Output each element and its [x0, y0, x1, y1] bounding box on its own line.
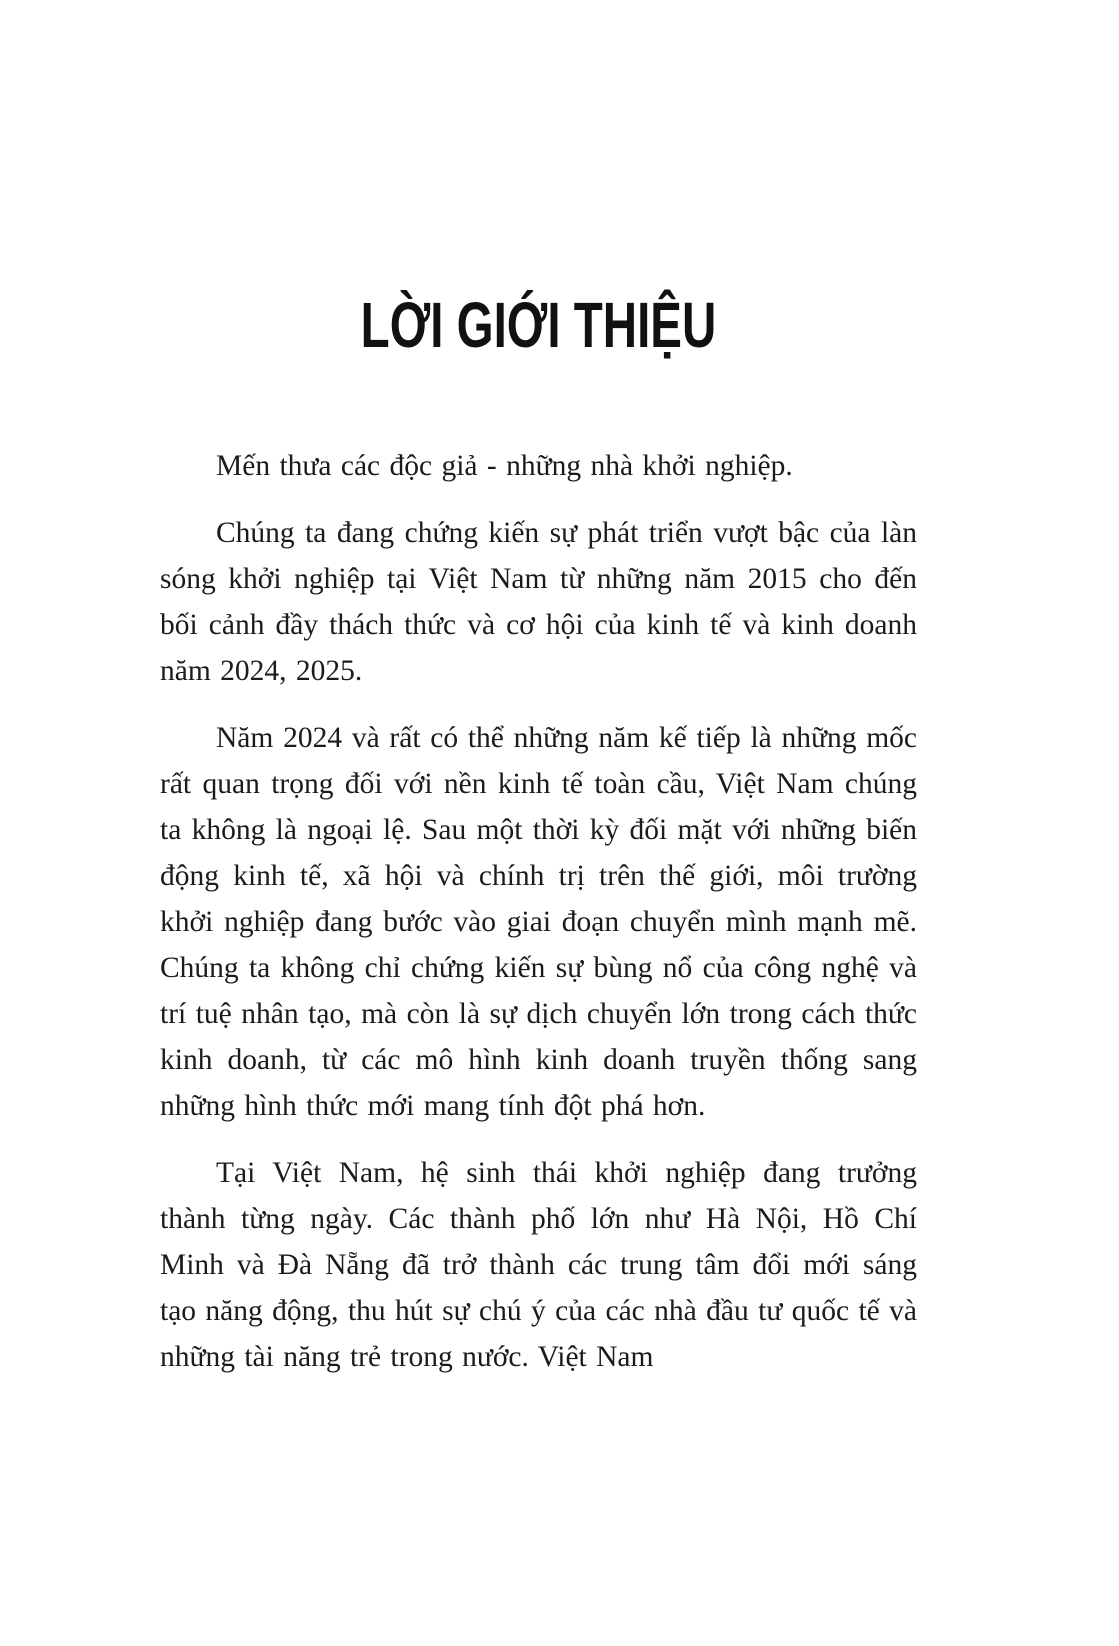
- body-text: [160, 443, 917, 1380]
- chapter-title: LỜI GIỚI THIỆU: [360, 290, 717, 362]
- paragraph-salutation: Mến thưa các độc giả - những nhà khởi nghiệp.: [216, 450, 793, 482]
- page-content: [160, 290, 917, 1380]
- paragraph-3: Tại Việt Nam, hệ sinh thái khởi nghiệp đang trưởng thành từng ngày. Các thành phố lớn như Hà Nội, Hồ Chí Minh và Đà Nẵng đã trở thành các trung tâm đổi mới sáng tạo năng động, thu hút sự chú ý của các nhà đầu tư quốc tế và những tài năng trẻ trong nước. Việt Nam: [160, 1157, 917, 1373]
- paragraph-1: Chúng ta đang chứng kiến sự phát triển vượt bậc của làn sóng khởi nghiệp tại Việt Nam từ những năm 2015 cho đến bối cảnh đầy thách thức và cơ hội của kinh tế và kinh doanh năm 2024, 2025.: [160, 517, 917, 687]
- paragraph-2: Năm 2024 và rất có thể những năm kế tiếp là những mốc rất quan trọng đối với nền kinh tế toàn cầu, Việt Nam chúng ta không là ngoại lệ. Sau một thời kỳ đối mặt với những biến động kinh tế, xã hội và chính trị trên thế giới, môi trường khởi nghiệp đang bước vào giai đoạn chuyển mình mạnh mẽ. Chúng ta không chỉ chứng kiến sự bùng nổ của công nghệ và trí tuệ nhân tạo, mà còn là sự dịch chuyển lớn trong cách thức kinh doanh, từ các mô hình kinh doanh truyền thống sang những hình thức mới mang tính đột phá hơn.: [160, 722, 917, 1122]
